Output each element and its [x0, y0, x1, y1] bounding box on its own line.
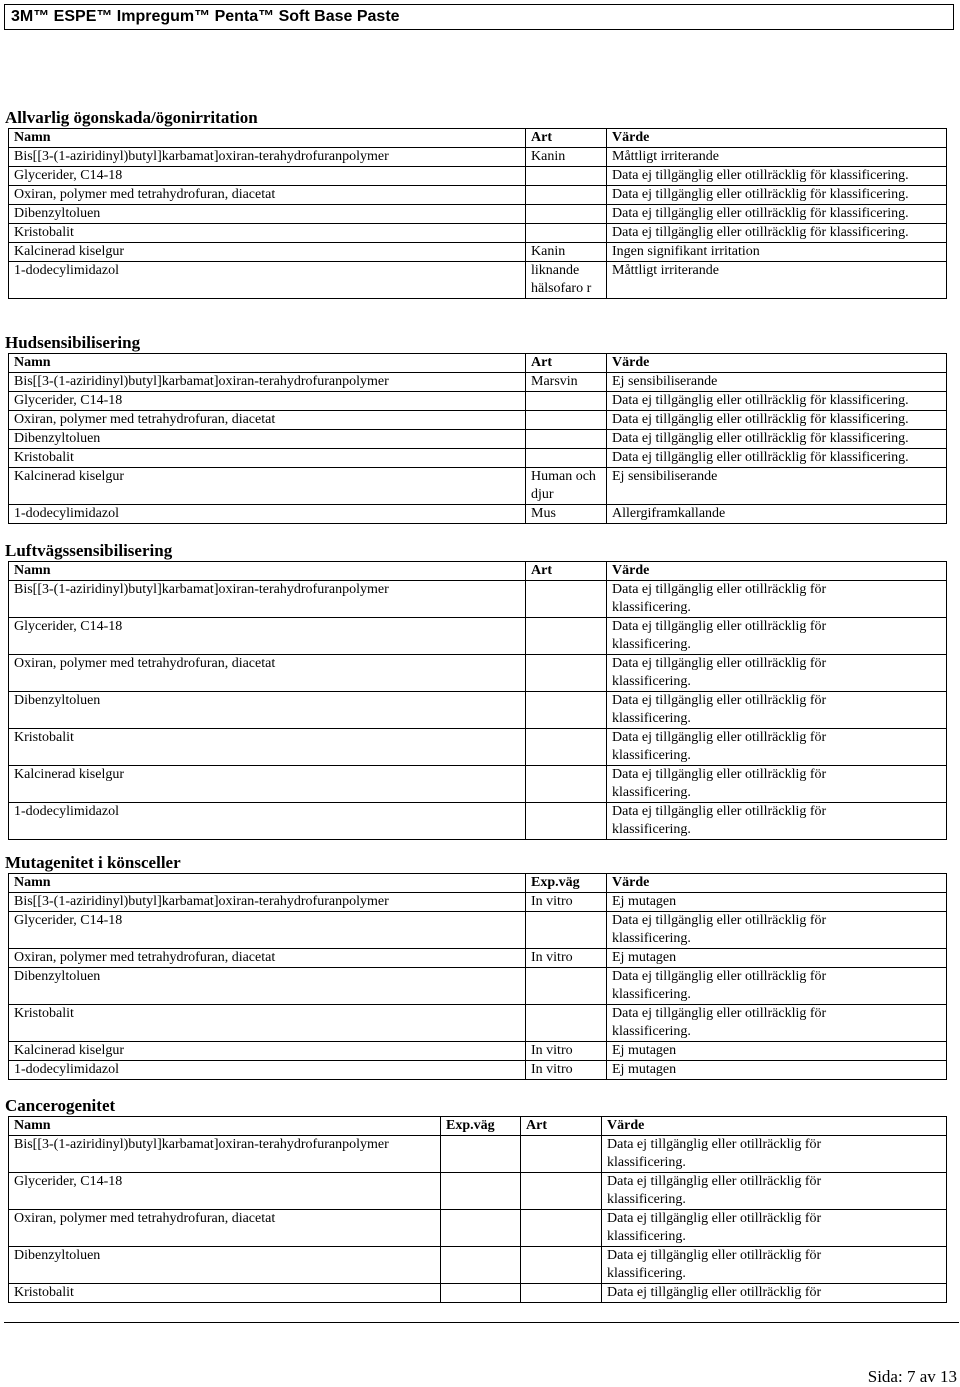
cell-namn: Oxiran, polymer med tetrahydrofuran, diacetat: [9, 186, 526, 205]
cell-art: [526, 392, 607, 411]
table-row: [9, 505, 947, 524]
section-eye-irritation: [5, 108, 950, 299]
cell-varde: Data ej tillgänglig eller otillräcklig för klassificering.: [607, 205, 947, 224]
table-header-row: [9, 129, 947, 148]
table-row: [9, 618, 947, 655]
table-row: [9, 449, 947, 468]
cell-expvag: [526, 968, 607, 1005]
cell-namn: 1-dodecylimidazol: [9, 262, 526, 299]
cell-expvag: In vitro: [526, 1061, 607, 1080]
cell-varde: Data ej tillgänglig eller otillräcklig för klassificering.: [602, 1210, 947, 1247]
cell-namn: 1-dodecylimidazol: [9, 1061, 526, 1080]
table-row: [9, 1247, 947, 1284]
cell-varde: Ej sensibiliserande: [607, 468, 947, 505]
table-row: [9, 766, 947, 803]
table-row: [9, 1005, 947, 1042]
column-header: Namn: [9, 562, 526, 581]
cell-art: [526, 581, 607, 618]
table-row: [9, 949, 947, 968]
column-header: Värde: [602, 1117, 947, 1136]
section-title: Allvarlig ögonskada/ögonirritation: [5, 108, 258, 127]
cell-varde: Data ej tillgänglig eller otillräcklig för klassificering.: [607, 430, 947, 449]
cell-art: Marsvin: [526, 373, 607, 392]
cell-art: [526, 618, 607, 655]
cell-namn: Kristobalit: [9, 449, 526, 468]
cell-namn: Bis[[3-(1-aziridinyl)butyl]karbamat]oxiran-terahydrofuranpolymer: [9, 373, 526, 392]
cell-namn: Bis[[3-(1-aziridinyl)butyl]karbamat]oxiran-terahydrofuranpolymer: [9, 581, 526, 618]
column-header: Värde: [607, 129, 947, 148]
cell-expvag: [441, 1136, 521, 1173]
cell-namn: Kristobalit: [9, 1005, 526, 1042]
cell-varde: Data ej tillgänglig eller otillräcklig för klassificering.: [607, 411, 947, 430]
cell-varde: Data ej tillgänglig eller otillräcklig för klassificering.: [602, 1173, 947, 1210]
cell-namn: Oxiran, polymer med tetrahydrofuran, diacetat: [9, 1210, 441, 1247]
column-header: Namn: [9, 354, 526, 373]
cell-varde: Data ej tillgänglig eller otillräcklig för klassificering.: [607, 618, 947, 655]
cell-art: [526, 766, 607, 803]
cell-namn: Glycerider, C14-18: [9, 912, 526, 949]
cell-art: [526, 803, 607, 840]
cell-namn: Bis[[3-(1-aziridinyl)butyl]karbamat]oxiran-terahydrofuranpolymer: [9, 148, 526, 167]
cell-varde: Ej sensibiliserande: [607, 373, 947, 392]
cell-expvag: [441, 1247, 521, 1284]
section-germ-cell-mutagenicity: [5, 853, 950, 1080]
cell-namn: Glycerider, C14-18: [9, 392, 526, 411]
table-row: [9, 1173, 947, 1210]
cell-varde: Data ej tillgänglig eller otillräcklig för klassificering.: [607, 167, 947, 186]
cell-namn: Kristobalit: [9, 729, 526, 766]
cell-varde: Data ej tillgänglig eller otillräcklig för klassificering.: [607, 968, 947, 1005]
cell-art: [526, 411, 607, 430]
table-row: [9, 468, 947, 505]
column-header: Namn: [9, 874, 526, 893]
table-row: [9, 1284, 947, 1303]
cell-namn: Glycerider, C14-18: [9, 618, 526, 655]
cell-varde: Data ej tillgänglig eller otillräcklig för klassificering.: [607, 224, 947, 243]
table-row: [9, 186, 947, 205]
cell-art: Kanin: [526, 148, 607, 167]
table-row: [9, 1061, 947, 1080]
cell-art: [521, 1284, 602, 1303]
section-title: Luftvägssensibilisering: [5, 541, 173, 560]
column-header: Art: [521, 1117, 602, 1136]
cell-varde: Data ej tillgänglig eller otillräcklig för klassificering.: [607, 803, 947, 840]
cell-varde: Data ej tillgänglig eller otillräcklig för klassificering.: [607, 449, 947, 468]
data-table: [8, 561, 947, 840]
cell-namn: Kalcinerad kiselgur: [9, 468, 526, 505]
cell-varde: Data ej tillgänglig eller otillräcklig för klassificering.: [607, 729, 947, 766]
column-header: Namn: [9, 1117, 441, 1136]
table-row: [9, 205, 947, 224]
table-row: [9, 655, 947, 692]
cell-art: Mus: [526, 505, 607, 524]
cell-namn: Glycerider, C14-18: [9, 1173, 441, 1210]
cell-varde: Ej mutagen: [607, 949, 947, 968]
table-row: [9, 581, 947, 618]
cell-varde: Måttligt irriterande: [607, 262, 947, 299]
column-header: Art: [526, 354, 607, 373]
section-skin-sensitization: [5, 333, 950, 524]
table-row: [9, 224, 947, 243]
cell-namn: Kalcinerad kiselgur: [9, 1042, 526, 1061]
data-table: [8, 128, 947, 299]
cell-namn: Dibenzyltoluen: [9, 968, 526, 1005]
document-header: 3M™ ESPE™ Impregum™ Penta™ Soft Base Paste: [4, 4, 954, 30]
cell-art: [526, 729, 607, 766]
cell-varde: Data ej tillgänglig eller otillräcklig för klassificering.: [607, 581, 947, 618]
cell-namn: Oxiran, polymer med tetrahydrofuran, diacetat: [9, 949, 526, 968]
cell-expvag: [441, 1173, 521, 1210]
column-header: Namn: [9, 129, 526, 148]
cell-art: [526, 186, 607, 205]
table-row: [9, 167, 947, 186]
cell-namn: Dibenzyltoluen: [9, 430, 526, 449]
cell-varde: Data ej tillgänglig eller otillräcklig för klassificering.: [607, 1005, 947, 1042]
section-title: Mutagenitet i könsceller: [5, 853, 181, 872]
table-header-row: [9, 354, 947, 373]
cell-namn: Oxiran, polymer med tetrahydrofuran, diacetat: [9, 655, 526, 692]
cell-namn: Dibenzyltoluen: [9, 692, 526, 729]
cell-namn: Glycerider, C14-18: [9, 167, 526, 186]
data-table: [8, 1116, 947, 1303]
cell-namn: Oxiran, polymer med tetrahydrofuran, diacetat: [9, 411, 526, 430]
cell-varde: Ej mutagen: [607, 1042, 947, 1061]
cell-art: [526, 692, 607, 729]
cell-namn: Dibenzyltoluen: [9, 205, 526, 224]
table-row: [9, 968, 947, 1005]
cell-namn: 1-dodecylimidazol: [9, 803, 526, 840]
table-row: [9, 729, 947, 766]
table-header-row: [9, 562, 947, 581]
cell-varde: Ingen signifikant irritation: [607, 243, 947, 262]
cell-expvag: In vitro: [526, 949, 607, 968]
cell-expvag: [526, 912, 607, 949]
page-footer: [4, 1322, 959, 1387]
cell-expvag: In vitro: [526, 893, 607, 912]
section-respiratory-sensitization: [5, 541, 950, 840]
table-row: [9, 1042, 947, 1061]
cell-namn: Kristobalit: [9, 1284, 441, 1303]
cell-expvag: In vitro: [526, 1042, 607, 1061]
cell-namn: Bis[[3-(1-aziridinyl)butyl]karbamat]oxiran-terahydrofuranpolymer: [9, 893, 526, 912]
cell-art: [526, 205, 607, 224]
page-number: Sida: 7 av 13: [867, 1367, 957, 1386]
table-row: [9, 1136, 947, 1173]
cell-expvag: [441, 1210, 521, 1247]
section-title: Cancerogenitet: [5, 1096, 116, 1115]
section-carcinogenicity: [5, 1096, 950, 1303]
column-header: Art: [526, 562, 607, 581]
table-row: [9, 262, 947, 299]
cell-art: [526, 167, 607, 186]
column-header: Värde: [607, 354, 947, 373]
table-row: [9, 692, 947, 729]
cell-varde: Data ej tillgänglig eller otillräcklig för klassificering.: [602, 1247, 947, 1284]
cell-varde: Måttligt irriterande: [607, 148, 947, 167]
data-table: [8, 353, 947, 524]
cell-art: [526, 224, 607, 243]
cell-art: liknande hälsofaro r: [526, 262, 607, 299]
column-header: Värde: [607, 874, 947, 893]
cell-namn: Bis[[3-(1-aziridinyl)butyl]karbamat]oxiran-terahydrofuranpolymer: [9, 1136, 441, 1173]
cell-varde: Data ej tillgänglig eller otillräcklig för klassificering.: [607, 766, 947, 803]
table-row: [9, 148, 947, 167]
cell-varde: Data ej tillgänglig eller otillräcklig för klassificering.: [607, 186, 947, 205]
cell-varde: Data ej tillgänglig eller otillräcklig för: [602, 1284, 947, 1303]
cell-art: [526, 655, 607, 692]
cell-art: [521, 1136, 602, 1173]
cell-varde: Data ej tillgänglig eller otillräcklig för klassificering.: [607, 655, 947, 692]
cell-art: [521, 1173, 602, 1210]
table-header-row: [9, 1117, 947, 1136]
data-table: [8, 873, 947, 1080]
table-row: [9, 373, 947, 392]
cell-art: [526, 430, 607, 449]
cell-art: [521, 1210, 602, 1247]
cell-namn: Kalcinerad kiselgur: [9, 243, 526, 262]
column-header: Exp.väg: [526, 874, 607, 893]
table-header-row: [9, 874, 947, 893]
cell-art: Human och djur: [526, 468, 607, 505]
cell-namn: Kristobalit: [9, 224, 526, 243]
column-header: Art: [526, 129, 607, 148]
cell-art: Kanin: [526, 243, 607, 262]
cell-expvag: [526, 1005, 607, 1042]
table-row: [9, 243, 947, 262]
cell-varde: Ej mutagen: [607, 1061, 947, 1080]
cell-varde: Data ej tillgänglig eller otillräcklig för klassificering.: [607, 392, 947, 411]
cell-art: [521, 1247, 602, 1284]
table-row: [9, 803, 947, 840]
table-row: [9, 1210, 947, 1247]
cell-art: [526, 449, 607, 468]
table-row: [9, 893, 947, 912]
column-header: Exp.väg: [441, 1117, 521, 1136]
cell-expvag: [441, 1284, 521, 1303]
table-row: [9, 912, 947, 949]
section-title: Hudsensibilisering: [5, 333, 141, 352]
cell-varde: Ej mutagen: [607, 893, 947, 912]
cell-varde: Data ej tillgänglig eller otillräcklig för klassificering.: [607, 692, 947, 729]
table-row: [9, 430, 947, 449]
table-row: [9, 411, 947, 430]
table-row: [9, 392, 947, 411]
column-header: Värde: [607, 562, 947, 581]
cell-namn: 1-dodecylimidazol: [9, 505, 526, 524]
cell-varde: Data ej tillgänglig eller otillräcklig för klassificering.: [602, 1136, 947, 1173]
cell-namn: Kalcinerad kiselgur: [9, 766, 526, 803]
cell-namn: Dibenzyltoluen: [9, 1247, 441, 1284]
cell-varde: Allergiframkallande: [607, 505, 947, 524]
cell-varde: Data ej tillgänglig eller otillräcklig för klassificering.: [607, 912, 947, 949]
